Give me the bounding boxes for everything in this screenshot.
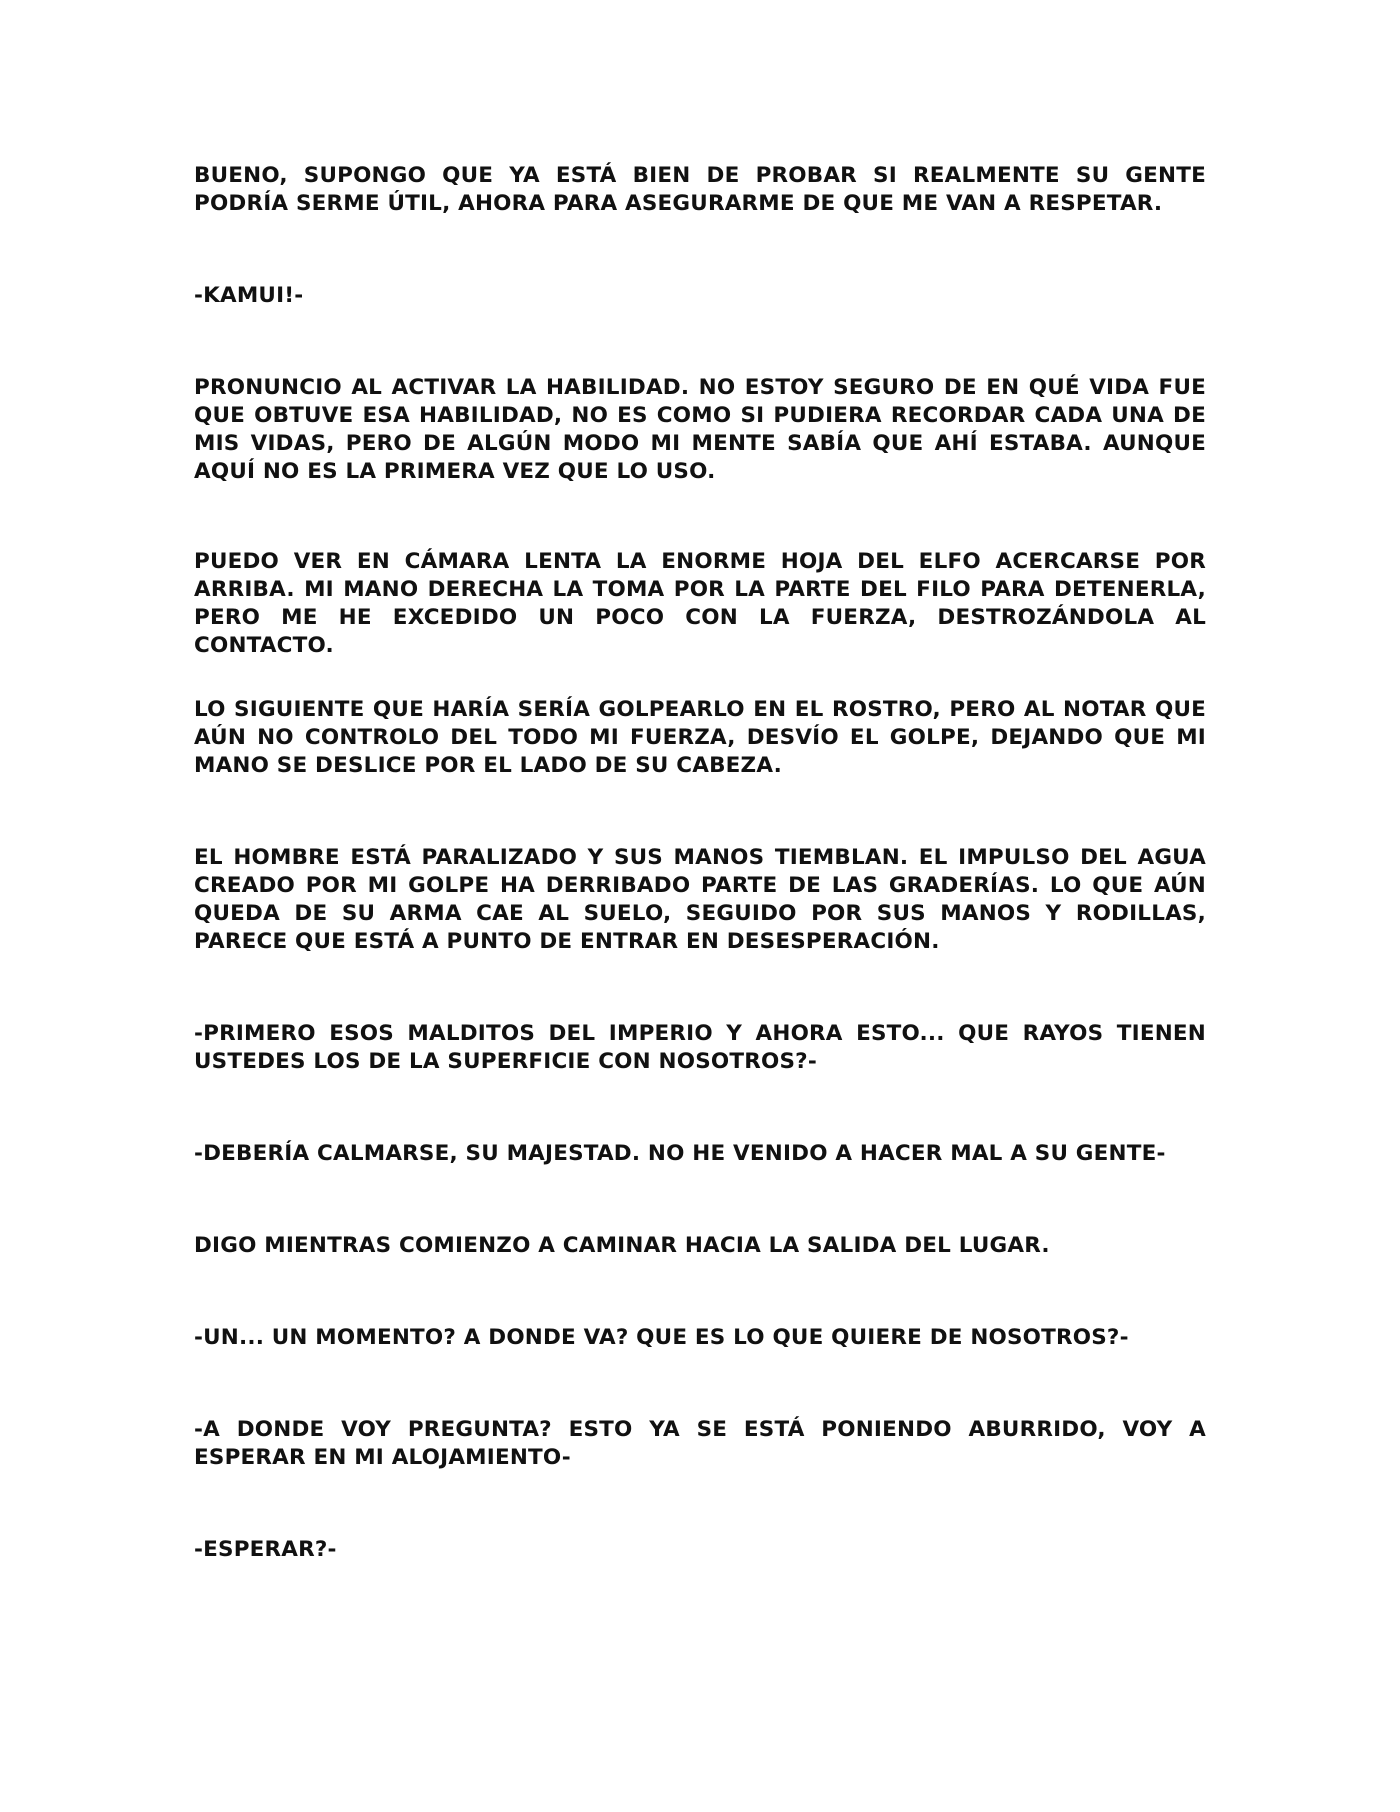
- paragraph-11: -A DONDE VOY PREGUNTA? ESTO YA SE ESTÁ PONIENDO ABURRIDO, VOY A ESPERAR EN MI ALOJAMIENTO-: [194, 1417, 1206, 1470]
- paragraph-10: -UN... UN MOMENTO? A DONDE VA? QUE ES LO QUE QUIERE DE NOSOTROS?-: [194, 1325, 1129, 1350]
- paragraph-5: LO SIGUIENTE QUE HARÍA SERÍA GOLPEARLO EN EL ROSTRO, PERO AL NOTAR QUE AÚN NO CONTROLO DEL TODO MI FUERZA, DESVÍO EL GOLPE, DEJANDO QUE MI MANO SE DESLICE POR EL LADO DE SU CABEZA.: [194, 697, 1206, 778]
- paragraph-6: EL HOMBRE ESTÁ PARALIZADO Y SUS MANOS TIEMBLAN. EL IMPULSO DEL AGUA CREADO POR MI GOLPE HA DERRIBADO PARTE DE LAS GRADERÍAS. LO QUE AÚN QUEDA DE SU ARMA CAE AL SUELO, SEGUIDO POR SUS MANOS Y RODILLAS, PARECE QUE ESTÁ A PUNTO DE ENTRAR EN DESESPERACIÓN.: [194, 845, 1206, 954]
- paragraph-9: DIGO MIENTRAS COMIENZO A CAMINAR HACIA LA SALIDA DEL LUGAR.: [194, 1233, 1050, 1258]
- paragraph-3: PRONUNCIO AL ACTIVAR LA HABILIDAD. NO ESTOY SEGURO DE EN QUÉ VIDA FUE QUE OBTUVE ESA HABILIDAD, NO ES COMO SI PUDIERA RECORDAR CADA UNA DE MIS VIDAS, PERO DE ALGÚN MODO MI MENTE SABÍA QUE AHÍ ESTABA. AUNQUE AQUÍ NO ES LA PRIMERA VEZ QUE LO USO.: [194, 375, 1206, 484]
- paragraph-12: -ESPERAR?-: [194, 1537, 337, 1562]
- paragraph-1: BUENO, SUPONGO QUE YA ESTÁ BIEN DE PROBAR SI REALMENTE SU GENTE PODRÍA SERME ÚTIL, AHORA PARA ASEGURARME DE QUE ME VAN A RESPETAR.: [194, 163, 1206, 216]
- paragraph-7: -PRIMERO ESOS MALDITOS DEL IMPERIO Y AHORA ESTO... QUE RAYOS TIENEN USTEDES LOS DE LA SUPERFICIE CON NOSOTROS?-: [194, 1021, 1206, 1074]
- paragraph-4: PUEDO VER EN CÁMARA LENTA LA ENORME HOJA DEL ELFO ACERCARSE POR ARRIBA. MI MANO DERECHA LA TOMA POR LA PARTE DEL FILO PARA DETENERLA, PERO ME HE EXCEDIDO UN POCO CON LA FUERZA, DESTROZÁNDOLA AL CONTACTO.: [194, 549, 1206, 658]
- paragraph-8: -DEBERÍA CALMARSE, SU MAJESTAD. NO HE VENIDO A HACER MAL A SU GENTE-: [194, 1141, 1166, 1166]
- paragraph-2: -KAMUI!-: [194, 283, 304, 308]
